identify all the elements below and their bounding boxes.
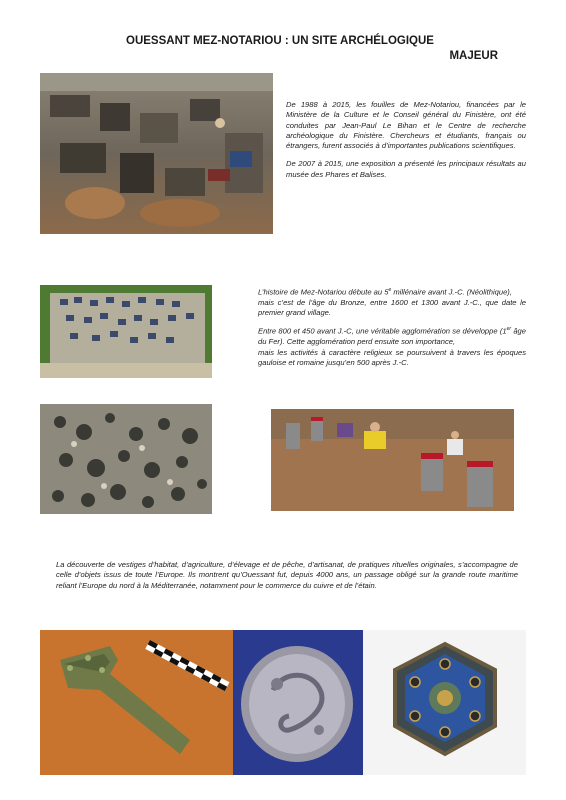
title-line-1: OUESSANT MEZ-NOTARIOU : UN SITE ARCHÉLOGIQUE bbox=[126, 35, 434, 47]
hexagonal-brooch-photo bbox=[363, 630, 526, 775]
coin-photo bbox=[233, 630, 363, 775]
history-p1-text-a: L’histoire de Mez-Notariou débute au 5 bbox=[258, 287, 389, 297]
discovery-text bbox=[56, 560, 518, 599]
history-paragraph-2 bbox=[258, 324, 526, 368]
history-paragraph-1 bbox=[258, 285, 526, 318]
history-p1-sup: e bbox=[388, 287, 392, 293]
discovery-paragraph: La découverte de vestiges d’habitat, d’agriculture, d’élevage et de pêche, d’artisanat, de pratiques rituelles originales, s’accompagne de celle d’objets issus de toute l’Europe. Ils montrent qu’Ouessant fut, depuis 4000 ans, un passage obligé sur la grande route maritime reliant l’Europe du nord à la Méditerranée, notamment pour le commerce du cuivre et de l’étain. bbox=[56, 560, 518, 590]
history-p1-text-c: mais c’est de l’âge du Bronze, entre 1600 et 1300 avant J.-C., que date le premier grand village. bbox=[258, 297, 526, 318]
history-p2-text-c: mais les activités à caractère religieux se poursuivent à travers les époques gauloise et romaine jusqu’en 500 après J.-C. bbox=[258, 347, 526, 367]
title-line-2: MAJEUR bbox=[449, 50, 498, 62]
intro-text bbox=[286, 100, 526, 188]
history-p2-sup: er bbox=[506, 326, 512, 333]
history-p2-text-b: âge du Fer). Cette agglomération perd ensuite son importance, bbox=[258, 326, 527, 347]
history-p2-text-a: Entre 800 et 450 avant J.-C, une véritable agglomération se développe (1 bbox=[258, 326, 507, 336]
excavation-photo bbox=[40, 73, 273, 234]
intro-paragraph-2: De 2007 à 2015, une exposition a présenté les principaux résultats au musée des Phares et Balises. bbox=[286, 159, 526, 179]
intro-paragraph-1: De 1988 à 2015, les fouilles de Mez-Notariou, financées par le Ministère de la Culture et le Conseil général du Finistère, ont été conduites par Jean-Paul Le Bihan et le Centre de recherche archéologique du Finistère. Chercheurs et étudiants, français ou étrangers, furent associés à d’importantes publications scientifiques. bbox=[286, 100, 526, 151]
excavation-team-photo bbox=[271, 409, 514, 511]
page-title bbox=[60, 34, 500, 64]
bronze-artifact-photo bbox=[40, 630, 233, 775]
aerial-photo-pits bbox=[40, 404, 212, 514]
artifacts-photo-strip bbox=[40, 630, 526, 775]
history-text bbox=[258, 285, 526, 374]
aerial-photo-site bbox=[40, 285, 212, 378]
history-p1-text-b: millénaire avant J.-C. (Néolithique), bbox=[391, 287, 512, 297]
